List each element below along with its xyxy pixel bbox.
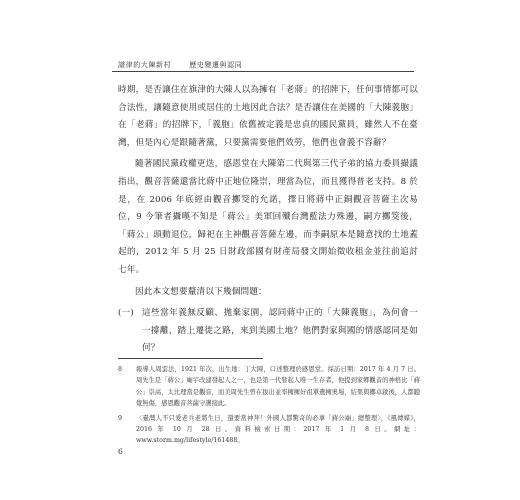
paragraph: 時期，是否讓住在旗津的大陳人以為擁有「老蔣」的招牌下，任何事情都可以合法性，讓隨意使用或居住的土地因此合法？是否讓住在美國的「大陳義胞」在「老蔣」的招牌下，「義胞」依舊被定義是忠貞的國民黨員，雖然人不在臺灣，但是內心是跟隨著黨，只要黨需要他們效勞，他們也會義不容辭？	[118, 85, 418, 148]
paragraph: 因此本文想要釐清以下幾個問題：	[135, 286, 267, 297]
footnote-number: 9	[118, 414, 123, 422]
footnote	[118, 364, 420, 410]
running-head-chapter-title: 歷史變遷與認同	[189, 61, 243, 69]
footnote-rule	[118, 358, 263, 359]
running-head	[118, 60, 418, 70]
question-number: (一)	[118, 308, 134, 319]
running-head-book-title: 譜律的大陳新村	[118, 61, 172, 69]
footnote-text: 〈臺灣人不只愛老兵老將生日，還要當神拜！外國人都驚奇的必拿「蔣公廟」總整理〉，《風傳媒》，2016 年 10 月 28 日。資料檢索日期：2017 年 1 月 8 日。網址：www.storm.mg/lifestyle/161488。	[136, 414, 420, 445]
question-text: 這些當年義無反顧、拋棄家園，認同蔣中正的「大陳義胞」，為何會一一撐離，踏上遷徙之路，來到美國土地？他們對家與國的情感認同是如何？	[142, 308, 418, 354]
footnote-text: 報導人周雲法，1921 年次，出生地：丁大陳，口述整理於感恩堂。採訪日期：2017 年 4 月 7 日。周先生是「蔣公」廟宇改建發起人之一，也是第一代發起人唯一生存者，他提到家鄉觀音的神格比「蔣公」崇高，太比理當是觀音，而美周先生曾在拔出並率擁擁好祖單遺擁奧場，結果與擲卓啟後，人都聽覺無傷，感恩觀音菩薩守護接此。	[136, 366, 420, 408]
question-item	[118, 305, 418, 358]
header-rule	[112, 71, 414, 72]
question-list	[118, 305, 418, 358]
main-text	[118, 82, 418, 358]
footnote	[118, 413, 420, 447]
paragraph: 隨著國民黨政權更迭，感恩堂在大陳第二代與第三代子弟的協力委員撮議指出，觀音菩薩還當比蔣中正地位隆崇，理當為位，而且獲得普老支持。8 於是，在 2006 年底經由觀音擲筊的允諾，擇日將蔣中正銅觀音菩薩主次易位，9 今筆者攝嘆不知是「蔣公」美軍回殲台灣藍法力殊邊，嗣方擲筊後，「蔣公」頭動退位，歸祀在主神觀音菩薩左邊，而李嗣原本是隨意找的土地蓋起的，2012 年 5 月 25 日財政部國有財產局發文開始徵收租金並往前追討七年。	[118, 159, 418, 275]
page-number: 6	[118, 447, 123, 456]
footnotes	[118, 364, 420, 450]
footnote-number: 8	[118, 366, 123, 373]
